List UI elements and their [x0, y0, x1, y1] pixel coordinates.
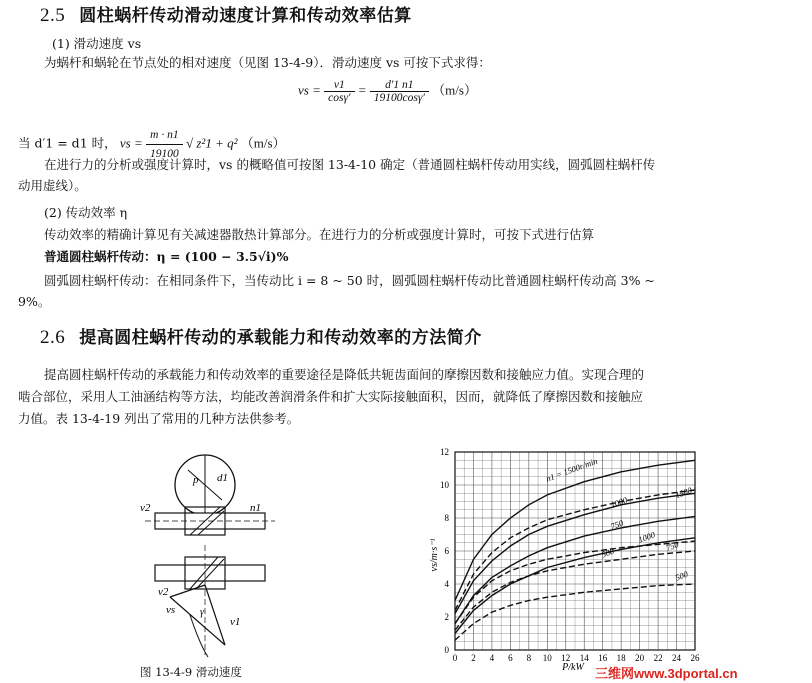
label-v2-upper: v2	[140, 502, 151, 514]
sliding-speed-intro: 为蜗杆和蜗轮在节点处的相对速度（见图 13-4-9）．滑动速度 vs 可按下式求得：	[44, 55, 491, 70]
frac2-denominator: 19100cosγ′	[373, 92, 425, 104]
efficiency-ordinary: 普通圆柱蜗杆传动：η = (100 − 3.5√i)%	[44, 249, 289, 264]
y-tick-label: 10	[440, 480, 449, 490]
curve-label: 1000	[609, 494, 629, 510]
efficiency-heading: (2) 传动效率 η	[44, 205, 128, 220]
watermark: 三维网www.3dportal.cn	[595, 666, 738, 681]
worm-shaft-lower	[155, 565, 265, 581]
chart-x-label: P/kW	[562, 662, 584, 673]
equals-sign: =	[357, 82, 367, 98]
x-tick-label: 2	[471, 653, 476, 663]
sqrt-expression: √ z²1 + q²	[185, 135, 238, 151]
y-tick-label: 4	[444, 579, 449, 589]
efficiency-arc-line-2: 9%。	[18, 294, 51, 309]
formula2-lhs: vs =	[119, 135, 143, 151]
curve-label: 1500	[673, 484, 694, 501]
x-tick-label: 24	[672, 653, 682, 663]
figure-13-4-9-caption: 图 13-4-9 滑动速度	[140, 665, 242, 679]
fraction-v1-cos	[324, 79, 354, 104]
curve-label: n1 = 1500r/min	[544, 455, 599, 484]
y-tick-label: 12	[440, 447, 449, 457]
note-line-2: 动用虚线）。	[18, 178, 87, 193]
label-d1: d1	[217, 472, 228, 484]
label-p: p	[193, 474, 199, 486]
label-gamma: γ	[200, 607, 204, 618]
formula2-unit: （m/s）	[240, 135, 286, 151]
x-tick-label: 10	[542, 653, 552, 663]
x-tick-label: 18	[616, 653, 626, 663]
x-tick-label: 26	[690, 653, 700, 663]
formula-lhs: vs =	[298, 82, 321, 98]
curve-label: 1000	[636, 529, 657, 545]
label-v1: v1	[230, 616, 241, 628]
x-tick-label: 14	[579, 653, 589, 663]
x-tick-label: 8	[526, 653, 532, 663]
frac1-denominator: cosγ′	[328, 92, 351, 104]
curve-label: 500	[599, 545, 616, 560]
formula-unit: （m/s）	[432, 82, 477, 98]
x-tick-label: 20	[635, 653, 645, 663]
y-tick-label: 2	[444, 612, 449, 622]
sliding-speed-heading: (1) 滑动速度 vs	[52, 36, 142, 51]
label-n1: n1	[250, 502, 261, 514]
section-26-line-2: 啮合部位，采用人工油涵结构等方法，均能改善润滑条件和扩大实际接触面积，因而，就降低了摩擦因数和接触应	[18, 389, 644, 404]
section-25-heading	[40, 1, 412, 27]
section-26-line-3: 力值。表 13-4-19 列出了常用的几种方法供参考。	[18, 411, 300, 426]
x-tick-label: 22	[653, 653, 663, 663]
x-tick-label: 12	[561, 653, 571, 663]
x-tick-label: 4	[489, 653, 495, 663]
x-tick-label: 0	[452, 653, 458, 663]
section-26-heading	[40, 323, 482, 349]
formula-vs-1	[298, 79, 477, 104]
section-25-title: 圆柱蜗杆传动滑动速度计算和传动效率估算	[79, 6, 412, 26]
fraction-d1n1	[370, 79, 429, 104]
x-tick-label: 6	[508, 653, 513, 663]
sliding-speed-diagram	[130, 445, 300, 660]
frac1-numerator: v1	[324, 79, 354, 92]
section-26-number: 2.6	[40, 327, 66, 348]
efficiency-line-1: 传动效率的精确计算见有关减速器散热计算部分。在进行力的分析或强度计算时，可按下式进行估算	[44, 227, 595, 242]
x-tick-label: 16	[598, 653, 608, 663]
note-line-1: 在进行力的分析或强度计算时，vs 的概略值可按图 13-4-10 确定（普通圆柱蜗杆传动用实线，圆弧圆柱蜗杆传	[44, 157, 656, 172]
when-prefix: 当 d′1 = d1 时，	[18, 135, 117, 151]
frac3-numerator: m · n1	[146, 126, 183, 145]
curve-label: 750	[664, 539, 680, 553]
curve-label: 750	[609, 517, 625, 532]
label-v2-lower: v2	[158, 586, 169, 598]
section-26-line-1: 提高圆柱蜗杆传动的承载能力和传动效率的重要途径是降低共轭齿面间的摩擦因数和接触应力值。实现合理的	[44, 367, 645, 382]
frac3-denominator: 19100	[149, 148, 179, 160]
section-26-title: 提高圆柱蜗杆传动的承载能力和传动效率的方法简介	[79, 328, 482, 348]
chart-grid	[455, 452, 695, 650]
v2-vector	[170, 585, 205, 597]
label-vs: vs	[166, 604, 176, 616]
section-25-number: 2.5	[40, 5, 66, 26]
chart-y-label: vs/m·s⁻¹	[429, 538, 440, 572]
y-tick-label: 8	[444, 513, 449, 523]
y-tick-label: 0	[444, 645, 449, 655]
y-tick-label: 6	[444, 546, 449, 556]
curve-label: 500	[673, 568, 690, 583]
sliding-speed-chart	[425, 440, 705, 675]
efficiency-arc-line-1: 圆弧圆柱蜗杆传动：在相同条件下，当传动比 i = 8 ~ 50 时，圆弧圆柱蜗杆传动比普通圆柱蜗杆传动高 3% ~	[44, 273, 655, 288]
frac2-numerator: d′1 n1	[370, 79, 429, 92]
